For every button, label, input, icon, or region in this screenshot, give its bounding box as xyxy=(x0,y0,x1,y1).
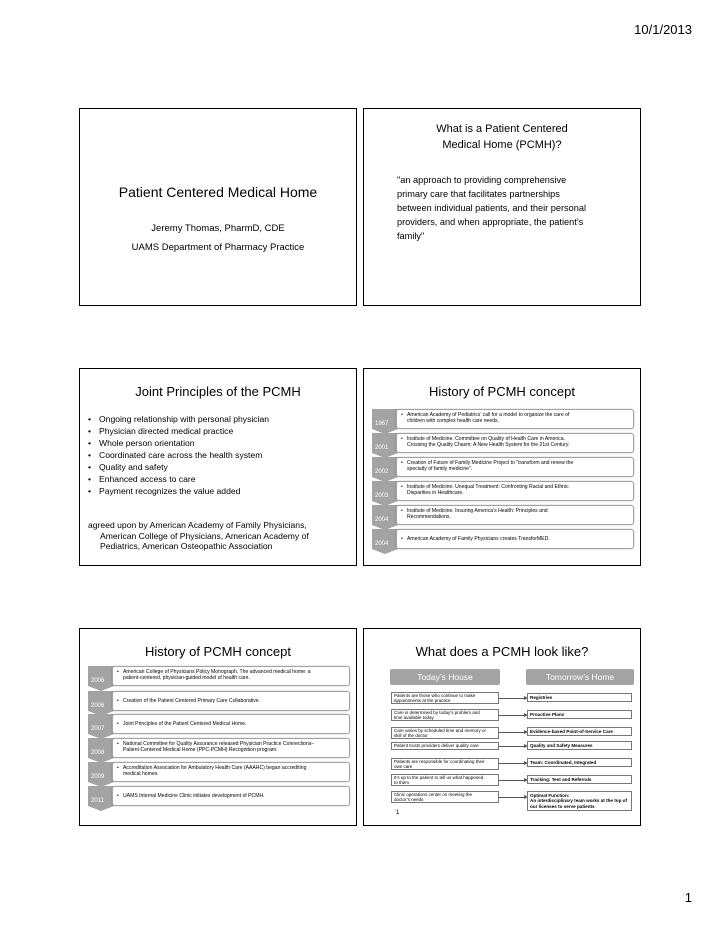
timeline-event: • UAMS Internal Medicine Clinic initiates development of PCMH. xyxy=(112,786,350,806)
slide-heading: Joint Principles of the PCMH xyxy=(135,384,301,399)
arrow-icon xyxy=(499,732,525,733)
definition-quote: "an approach to providing comprehensive primary care that facilitates partnerships between individual patients, and their personal providers, and when appropriate, the patient’s family" xyxy=(397,175,586,241)
timeline-item xyxy=(372,529,634,549)
list-item: • Quality and safety xyxy=(88,461,269,473)
timeline-year: 2006 xyxy=(88,691,114,711)
timeline-event: • American College of Physicians Policy Monograph. The advanced medical home: a patient-centered, physician-guided model of health care. xyxy=(112,666,350,686)
slide-title xyxy=(79,108,357,306)
list-item: • Coordinated care across the health system xyxy=(88,449,269,461)
today-item: Care is determined by today’s problem and time available today xyxy=(391,709,499,721)
arrow-icon xyxy=(499,797,525,798)
tomorrow-item: Optimal Function: An interdisciplinary team works at the top of our licenses to serve patients xyxy=(527,791,632,811)
timeline-year: 1967 xyxy=(372,409,398,429)
timeline-event: • Joint Principles of the Patient Centered Medical Home. xyxy=(112,714,350,734)
timeline-event: • American Academy of Pediatrics’ call for a model to organize the care of children with complex health care needs. xyxy=(396,409,634,429)
document-date: 10/1/2013 xyxy=(634,22,692,37)
arrow-icon xyxy=(499,780,525,781)
today-item: Clinic operations center on meeting the doctor’s needs xyxy=(391,791,499,803)
tomorrow-item: Team: Coordinated, Integrated xyxy=(527,758,632,767)
tomorrow-item: Registries xyxy=(527,693,632,702)
slide-heading: History of PCMH concept xyxy=(429,384,575,399)
timeline-event: • Creation of Future of Family Medicine Project to "transform and renew the specialty of family medicine". xyxy=(396,457,634,477)
timeline-item xyxy=(88,762,350,782)
timeline-year: 2009 xyxy=(88,762,114,782)
tomorrow-item: Quality and Safety Measures xyxy=(527,741,632,750)
timeline-year: 2007 xyxy=(88,714,114,734)
slide-footnote: 1 xyxy=(396,810,400,816)
today-item: Patients are responsible for coordinating their own care xyxy=(391,758,499,770)
timeline-item xyxy=(88,786,350,806)
list-item: • Payment recognizes the value added xyxy=(88,485,269,497)
arrow-icon xyxy=(499,746,525,747)
agreement-note: agreed upon by American Academy of Family Physicians, American College of Physicians, American Academy of Pediatrics, American Osteopathic Association xyxy=(88,520,309,551)
tomorrow-header: Tomorrow’s Home xyxy=(526,669,634,685)
list-item: • Enhanced access to care xyxy=(88,473,269,485)
list-item: • Ongoing relationship with personal physician xyxy=(88,413,269,425)
timeline-item xyxy=(372,409,634,429)
timeline-event: • Accreditation Association for Ambulatory Health Care (AAAHC) began accrediting medical homes. xyxy=(112,762,350,782)
timeline-event: • Creation of the Patient Centered Primary Care Collaborative. xyxy=(112,691,350,711)
arrow-icon xyxy=(499,763,525,764)
timeline-event: • American Academy of Family Physicians creates TransforMED. xyxy=(396,529,634,549)
timeline-item xyxy=(88,714,350,734)
slide-title-heading: Patient Centered Medical Home xyxy=(118,184,318,200)
arrow-icon xyxy=(499,698,525,699)
today-item: Patients are those who continue to make appointments at the practice xyxy=(391,692,499,704)
presenter-name: Jeremy Thomas, PharmD, CDE xyxy=(151,223,285,234)
today-item: Care varies by scheduled time and memory or skill of the doctor xyxy=(391,727,499,739)
slide-history-1 xyxy=(363,368,641,566)
list-item: • Physician directed medical practice xyxy=(88,425,269,437)
today-item: Patient trusts providers deliver quality care xyxy=(391,742,499,750)
timeline-item xyxy=(372,457,634,477)
timeline-year: 2004 xyxy=(372,505,398,525)
principles-list xyxy=(88,413,269,497)
timeline-year: 2008 xyxy=(88,738,114,758)
timeline-event: • National Committee for Quality Assurance released Physician Practice Connections– Patient-Centered Medical Home (PPC-PCMH) Recognition program. xyxy=(112,738,350,758)
timeline-year: 2011 xyxy=(88,786,114,806)
tomorrow-item: Evidence-based Point-of-Service Care xyxy=(527,727,632,736)
tomorrow-item: Tracking: Test and Referrals xyxy=(527,775,632,784)
timeline-event: • Institute of Medicine. Unequal Treatment: Confronting Racial and Ethnic Disparities in Healthcare. xyxy=(396,481,634,501)
tomorrow-item: Proactive Plans xyxy=(527,710,632,719)
presenter-department: UAMS Department of Pharmacy Practice xyxy=(131,242,305,253)
timeline-item xyxy=(372,505,634,525)
timeline-event: • Institute of Medicine. Insuring America’s Health: Principles and Recommendations. xyxy=(396,505,634,525)
timeline-item xyxy=(88,666,350,686)
page-number: 1 xyxy=(684,890,692,905)
today-item: It’s up to the patient to tell us what happened to them xyxy=(391,774,499,786)
timeline-year: 2006 xyxy=(88,666,114,686)
slide-heading: What does a PCMH look like? xyxy=(415,644,589,659)
timeline-year: 2003 xyxy=(372,481,398,501)
slide-joint-principles xyxy=(79,368,357,566)
timeline-item xyxy=(372,481,634,501)
timeline-year: 2002 xyxy=(372,457,398,477)
timeline-item xyxy=(88,691,350,711)
list-item: • Whole person orientation xyxy=(88,437,269,449)
timeline-event: • Institute of Medicine. Committee on Quality of Health Care in America. Crossing the Quality Chasm: A New Health System for the 21st Century. xyxy=(396,433,634,453)
timeline-item xyxy=(372,433,634,453)
slide-definition xyxy=(363,108,641,306)
timeline-year: 2004 xyxy=(372,529,398,549)
slide-heading: What is a Patient Centered Medical Home (PCMH)? xyxy=(436,123,568,151)
timeline-item xyxy=(88,738,350,758)
slide-comparison xyxy=(363,628,641,826)
slide-history-2 xyxy=(79,628,357,826)
slide-heading: History of PCMH concept xyxy=(145,644,291,659)
today-header: Today’s House xyxy=(390,669,500,685)
arrow-icon xyxy=(499,715,525,716)
timeline-year: 2001 xyxy=(372,433,398,453)
